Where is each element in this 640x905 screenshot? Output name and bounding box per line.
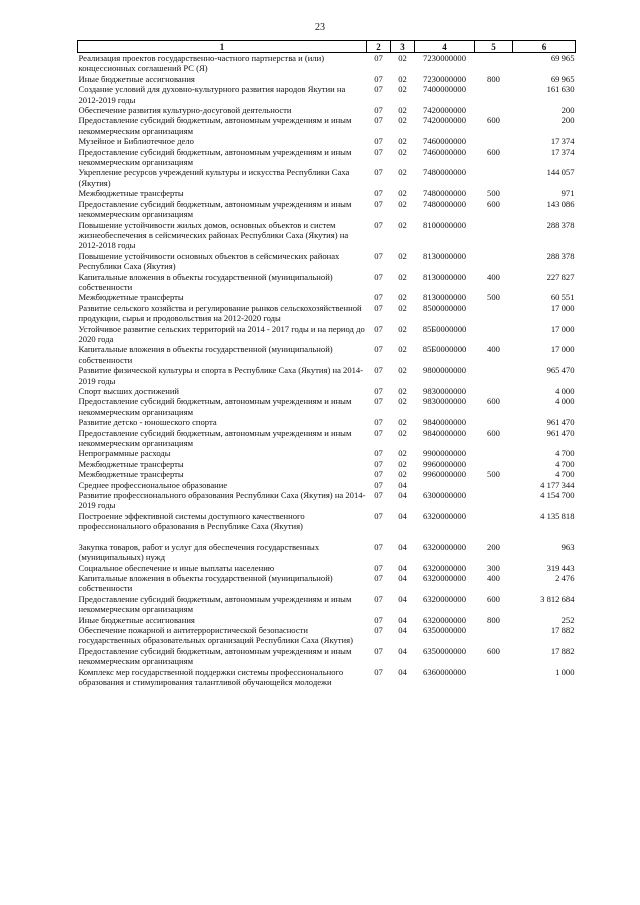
row-amount: 4 000	[555, 396, 575, 407]
row-target-item: 9800000000	[423, 365, 466, 376]
row-expense-type	[475, 324, 513, 345]
table-row	[78, 469, 576, 479]
row-subsection: 02	[398, 417, 407, 428]
row-subsection: 02	[398, 198, 407, 209]
row-name: Создание условий для духовно-культурного развития народов Якутии на 2012-2019 годы	[78, 84, 346, 105]
row-name: Развитие детско - юношеского спорта	[78, 417, 217, 428]
table-row	[78, 448, 576, 458]
row-subsection: 02	[398, 427, 407, 438]
row-subsection: 02	[398, 84, 407, 95]
row-amount: 17 000	[550, 344, 575, 355]
row-expense-type	[475, 84, 513, 105]
row-section: 07	[374, 271, 383, 282]
row-section: 07	[374, 344, 383, 355]
row-expense-type: 500	[487, 292, 500, 303]
row-expense-type	[475, 220, 513, 251]
row-section: 07	[374, 469, 383, 480]
row-section: 07	[374, 250, 383, 261]
row-target-item: 6300000000	[423, 490, 466, 501]
row-subsection: 02	[398, 323, 407, 334]
row-name: Непрограммные расходы	[78, 448, 171, 459]
row-amount: 4 700	[555, 458, 575, 469]
table-row	[78, 84, 576, 105]
row-target-item: 7460000000	[423, 146, 466, 157]
row-target-item: 6320000000	[423, 562, 466, 573]
table-row	[78, 386, 576, 396]
row-amount: 3 812 684	[540, 593, 575, 604]
row-section: 07	[374, 427, 383, 438]
row-name: Повышение устойчивости основных объектов в сейсмических районах Республики Саха (Якутия)	[78, 250, 340, 272]
row-name: Предоставление субсидий бюджетным, автономным учреждениям и иным некоммерческим организациям	[78, 146, 352, 168]
row-expense-type	[475, 448, 513, 458]
row-section: 07	[374, 292, 383, 303]
row-amount: 961 470	[546, 417, 575, 428]
row-expense-type: 500	[487, 188, 500, 199]
row-subsection: 02	[398, 271, 407, 282]
table-row	[78, 490, 576, 511]
row-subsection: 02	[398, 146, 407, 157]
table-row	[78, 428, 576, 449]
table-row	[78, 188, 576, 198]
row-expense-type	[475, 303, 513, 324]
row-target-item: 9840000000	[423, 417, 466, 428]
row-name: Социальное обеспечение и иные выплаты населению	[78, 562, 275, 573]
row-section: 07	[374, 302, 383, 313]
row-amount: 1 000	[555, 666, 575, 677]
row-section: 07	[374, 84, 383, 95]
row-expense-type	[475, 511, 513, 532]
row-subsection: 02	[398, 167, 407, 178]
row-name: Укрепление ресурсов учреждений культуры и искусства Республики Саха (Якутия)	[78, 167, 350, 188]
row-amount: 17 882	[550, 624, 575, 635]
row-name: Развитие физической культуры и спорта в Республике Саха (Якутия) на 2014-2019 годы	[78, 365, 364, 386]
table-row	[78, 573, 576, 594]
header-col-6: 6	[513, 41, 576, 53]
table-row	[78, 115, 576, 136]
row-subsection: 04	[398, 510, 407, 521]
row-name: Предоставление субсидий бюджетным, автономным учреждениям и иным некоммерческим организациям	[78, 427, 352, 449]
row-section: 07	[374, 323, 383, 334]
table-row	[78, 220, 576, 251]
row-subsection: 04	[398, 624, 407, 635]
row-target-item: 6320000000	[423, 614, 466, 625]
table-row	[78, 303, 576, 324]
row-name: Межбюджетные трансферты	[78, 188, 184, 199]
header-col-5: 5	[475, 41, 513, 53]
table-row	[78, 292, 576, 302]
row-amount: 17 882	[550, 645, 575, 656]
row-name: Повышение устойчивости жилых домов, основных объектов и систем жизнеобеспечения в сейсмических районах Республики Саха (Якутия) на 2012-2018 годы	[78, 219, 349, 251]
row-amount: 200	[561, 115, 575, 126]
row-expense-type: 800	[487, 614, 500, 625]
row-amount: 965 470	[546, 365, 575, 376]
row-target-item: 8500000000	[423, 302, 466, 313]
table-row	[78, 74, 576, 84]
row-section: 07	[374, 167, 383, 178]
row-subsection: 02	[398, 386, 407, 396]
row-name: Закупка товаров, работ и услуг для обеспечения государственных (муниципальных) нужд	[78, 541, 320, 563]
row-expense-type: 600	[487, 115, 500, 126]
row-name: Межбюджетные трансферты	[78, 458, 184, 469]
row-section: 07	[374, 490, 383, 501]
row-expense-type: 400	[487, 271, 500, 282]
row-section: 07	[374, 624, 383, 635]
row-target-item: 8130000000	[423, 271, 466, 282]
table-row	[78, 199, 576, 220]
row-target-item: 7400000000	[423, 84, 466, 95]
table-row	[78, 105, 576, 115]
row-expense-type	[475, 53, 513, 74]
row-name: Музейное и Библиотечное дело	[78, 136, 194, 147]
row-expense-type	[475, 251, 513, 272]
row-expense-type: 600	[487, 645, 500, 656]
row-name: Спорт высших достижений	[78, 386, 180, 396]
row-amount: 4 135 818	[540, 510, 575, 521]
row-name: Развитие сельского хозяйства и регулирование рынков сельскохозяйственной продукции, сырья и продовольствия на 2012-2020 годы	[78, 302, 362, 324]
header-col-3: 3	[391, 41, 415, 53]
row-amount: 963	[561, 541, 575, 552]
row-amount: 971	[561, 188, 575, 199]
row-section: 07	[374, 396, 383, 407]
header-col-2: 2	[367, 41, 391, 53]
row-amount: 4 177 344	[540, 479, 575, 490]
budget-table	[77, 40, 576, 687]
row-amount: 961 470	[546, 427, 575, 438]
row-subsection: 02	[398, 292, 407, 303]
table-row	[78, 542, 576, 563]
row-amount: 252	[561, 614, 575, 625]
row-target-item: 8130000000	[423, 250, 466, 261]
row-subsection: 04	[398, 614, 407, 625]
row-section: 07	[374, 458, 383, 469]
table-row	[78, 147, 576, 168]
row-amount: 17 374	[550, 136, 575, 147]
row-target-item: 7480000000	[423, 198, 466, 209]
row-expense-type	[475, 105, 513, 115]
row-subsection: 02	[398, 396, 407, 407]
page-number: 23	[315, 22, 325, 33]
row-subsection: 04	[398, 645, 407, 656]
row-amount: 69 965	[550, 53, 575, 63]
row-section: 07	[374, 73, 383, 84]
row-amount: 60 551	[550, 292, 575, 303]
row-expense-type	[475, 490, 513, 511]
row-subsection: 02	[398, 458, 407, 469]
row-amount: 227 827	[546, 271, 575, 282]
row-spacer	[78, 532, 576, 542]
row-amount: 144 057	[546, 167, 575, 178]
row-expense-type: 500	[487, 469, 500, 480]
row-section: 07	[374, 479, 383, 490]
row-section: 07	[374, 365, 383, 376]
row-name: Предоставление субсидий бюджетным, автономным учреждениям и иным некоммерческим организациям	[78, 198, 352, 220]
row-amount: 319 443	[546, 562, 575, 573]
row-amount: 17 374	[550, 146, 575, 157]
row-section: 07	[374, 572, 383, 583]
table-row	[78, 480, 576, 490]
row-target-item: 6320000000	[423, 593, 466, 604]
table-row	[78, 646, 576, 667]
row-target-item: 7460000000	[423, 136, 466, 147]
row-target-item: 6350000000	[423, 645, 466, 656]
row-target-item: 6360000000	[423, 666, 466, 677]
row-expense-type	[475, 667, 513, 688]
row-amount: 2 476	[555, 572, 575, 583]
table-row	[78, 365, 576, 386]
row-section: 07	[374, 53, 383, 63]
row-amount: 69 965	[550, 73, 575, 84]
row-section: 07	[374, 198, 383, 209]
row-name: Капитальные вложения в объекты государственной (муниципальной) собственности	[78, 344, 333, 365]
row-subsection: 04	[398, 572, 407, 583]
row-subsection: 02	[398, 365, 407, 376]
row-target-item: 8130000000	[423, 292, 466, 303]
row-section: 07	[374, 105, 383, 116]
row-section: 07	[374, 115, 383, 126]
row-subsection: 02	[398, 188, 407, 199]
table-row	[78, 272, 576, 293]
row-section: 07	[374, 386, 383, 396]
row-target-item: 85Б0000000	[422, 344, 467, 355]
row-name: Обеспечение развития культурно-досуговой деятельности	[78, 105, 292, 116]
row-expense-type: 400	[487, 572, 500, 583]
row-amount: 4 700	[555, 469, 575, 480]
table-row	[78, 324, 576, 345]
row-expense-type: 200	[487, 541, 500, 552]
row-target-item	[415, 480, 475, 490]
row-name: Капитальные вложения в объекты государственной (муниципальной) собственности	[78, 271, 333, 292]
row-section: 07	[374, 593, 383, 604]
row-name: Среднее профессиональное образование	[78, 479, 228, 490]
row-name: Предоставление субсидий бюджетным, автономным учреждениям и иным некоммерческим организациям	[78, 396, 352, 417]
row-amount: 143 086	[546, 198, 575, 209]
row-target-item: 7480000000	[423, 167, 466, 178]
row-expense-type	[475, 625, 513, 646]
row-section: 07	[374, 562, 383, 573]
row-name: Реализация проектов государственно-частного партнерства и (или) концессионных соглашений РС (Я)	[78, 53, 325, 74]
row-expense-type	[475, 459, 513, 469]
row-expense-type	[475, 136, 513, 146]
row-name: Развитие профессионального образования Республики Саха (Якутия) на 2014-2019 годы	[78, 490, 366, 511]
row-amount: 4 154 700	[540, 490, 575, 501]
table-row	[78, 615, 576, 625]
row-subsection: 04	[398, 490, 407, 501]
row-target-item: 9830000000	[423, 386, 466, 396]
row-target-item: 9960000000	[423, 458, 466, 469]
row-name: Предоставление субсидий бюджетным, автономным учреждениям и иным некоммерческим организациям	[78, 645, 352, 667]
table-row	[78, 625, 576, 646]
row-subsection: 02	[398, 302, 407, 313]
row-name: Капитальные вложения в объекты государственной (муниципальной) собственности	[78, 572, 333, 594]
table-body	[78, 53, 576, 688]
row-subsection: 02	[398, 469, 407, 480]
row-expense-type: 600	[487, 593, 500, 604]
row-section: 07	[374, 219, 383, 230]
row-section: 07	[374, 448, 383, 459]
row-expense-type: 400	[487, 344, 500, 355]
row-target-item: 9840000000	[423, 427, 466, 438]
row-subsection: 02	[398, 53, 407, 63]
row-target-item: 9960000000	[423, 469, 466, 480]
row-name: Устойчивое развитие сельских территорий на 2014 - 2017 годы и на период до 2020 года	[78, 323, 365, 344]
row-section: 07	[374, 146, 383, 157]
row-name: Предоставление субсидий бюджетным, автономным учреждениям и иным некоммерческим организациям	[78, 115, 352, 136]
row-subsection: 04	[398, 666, 407, 677]
row-subsection: 04	[398, 541, 407, 552]
table-row	[78, 417, 576, 427]
row-amount: 17 000	[550, 323, 575, 334]
table-row	[78, 53, 576, 74]
row-section: 07	[374, 541, 383, 552]
table-row	[78, 396, 576, 417]
row-target-item: 9830000000	[423, 396, 466, 407]
row-target-item: 6320000000	[423, 572, 466, 583]
row-amount: 161 630	[546, 84, 575, 95]
row-name: Предоставление субсидий бюджетным, автономным учреждениям и иным некоммерческим организациям	[78, 593, 352, 615]
table-row	[78, 251, 576, 272]
row-section: 07	[374, 417, 383, 428]
row-expense-type	[475, 480, 513, 490]
row-amount: 200	[561, 105, 575, 116]
row-name: Комплекс мер государственной поддержки системы профессионального образования и стимулирования талантливой обучающейся молодежи	[78, 666, 344, 687]
row-target-item: 6350000000	[423, 624, 466, 635]
header-col-4: 4	[415, 41, 475, 53]
row-expense-type: 800	[487, 73, 500, 84]
row-subsection: 04	[398, 562, 407, 573]
row-subsection: 02	[398, 448, 407, 459]
row-name: Обеспечение пожарной и антитеррористической безопасности государственных образовательных организаций Республики Саха (Якутия)	[78, 624, 353, 646]
row-amount: 4 700	[555, 448, 575, 459]
table-row	[78, 594, 576, 615]
table-row	[78, 667, 576, 688]
row-target-item: 7230000000	[423, 73, 466, 84]
row-name: Межбюджетные трансферты	[78, 469, 184, 480]
row-target-item: 7420000000	[423, 105, 466, 116]
row-section: 07	[374, 645, 383, 656]
row-spacer-cell	[78, 532, 576, 542]
header-col-1: 1	[78, 41, 367, 53]
row-target-item: 7480000000	[423, 188, 466, 199]
row-subsection: 02	[398, 344, 407, 355]
row-subsection: 04	[398, 479, 407, 490]
row-name: Межбюджетные трансферты	[78, 292, 184, 303]
row-subsection: 02	[398, 105, 407, 116]
row-subsection: 04	[398, 593, 407, 604]
row-expense-type: 600	[487, 198, 500, 209]
table-row	[78, 511, 576, 532]
row-expense-type	[475, 167, 513, 188]
row-section: 07	[374, 188, 383, 199]
row-target-item: 9900000000	[423, 448, 466, 459]
row-amount: 17 000	[550, 302, 575, 313]
table-row	[78, 136, 576, 146]
row-subsection: 02	[398, 136, 407, 147]
row-amount: 288 378	[546, 250, 575, 261]
row-subsection: 02	[398, 73, 407, 84]
row-expense-type: 600	[487, 427, 500, 438]
table-row	[78, 459, 576, 469]
row-target-item: 6320000000	[423, 541, 466, 552]
table-row	[78, 344, 576, 365]
row-target-item: 6320000000	[423, 510, 466, 521]
row-section: 07	[374, 136, 383, 147]
row-target-item: 85Б0000000	[422, 323, 467, 334]
table-row	[78, 563, 576, 573]
row-expense-type: 600	[487, 396, 500, 407]
row-name: Построение эффективной системы доступного качественного профессионального образования в Республике Саха (Якутия)	[78, 510, 305, 532]
table-row	[78, 167, 576, 188]
row-amount: 288 378	[546, 219, 575, 230]
row-subsection: 02	[398, 115, 407, 126]
row-expense-type	[475, 386, 513, 396]
row-target-item: 7230000000	[423, 53, 466, 63]
row-subsection: 02	[398, 250, 407, 261]
row-section: 07	[374, 614, 383, 625]
row-name: Иные бюджетные ассигнования	[78, 614, 195, 625]
row-section: 07	[374, 510, 383, 521]
row-expense-type: 600	[487, 146, 500, 157]
row-target-item: 8100000000	[423, 219, 466, 230]
row-subsection: 02	[398, 219, 407, 230]
row-expense-type: 300	[487, 562, 500, 573]
row-name: Иные бюджетные ассигнования	[78, 73, 195, 84]
row-expense-type	[475, 365, 513, 386]
row-amount: 4 000	[555, 386, 575, 396]
row-section: 07	[374, 666, 383, 677]
table-header	[78, 41, 576, 53]
row-target-item: 7420000000	[423, 115, 466, 126]
row-expense-type	[475, 417, 513, 427]
